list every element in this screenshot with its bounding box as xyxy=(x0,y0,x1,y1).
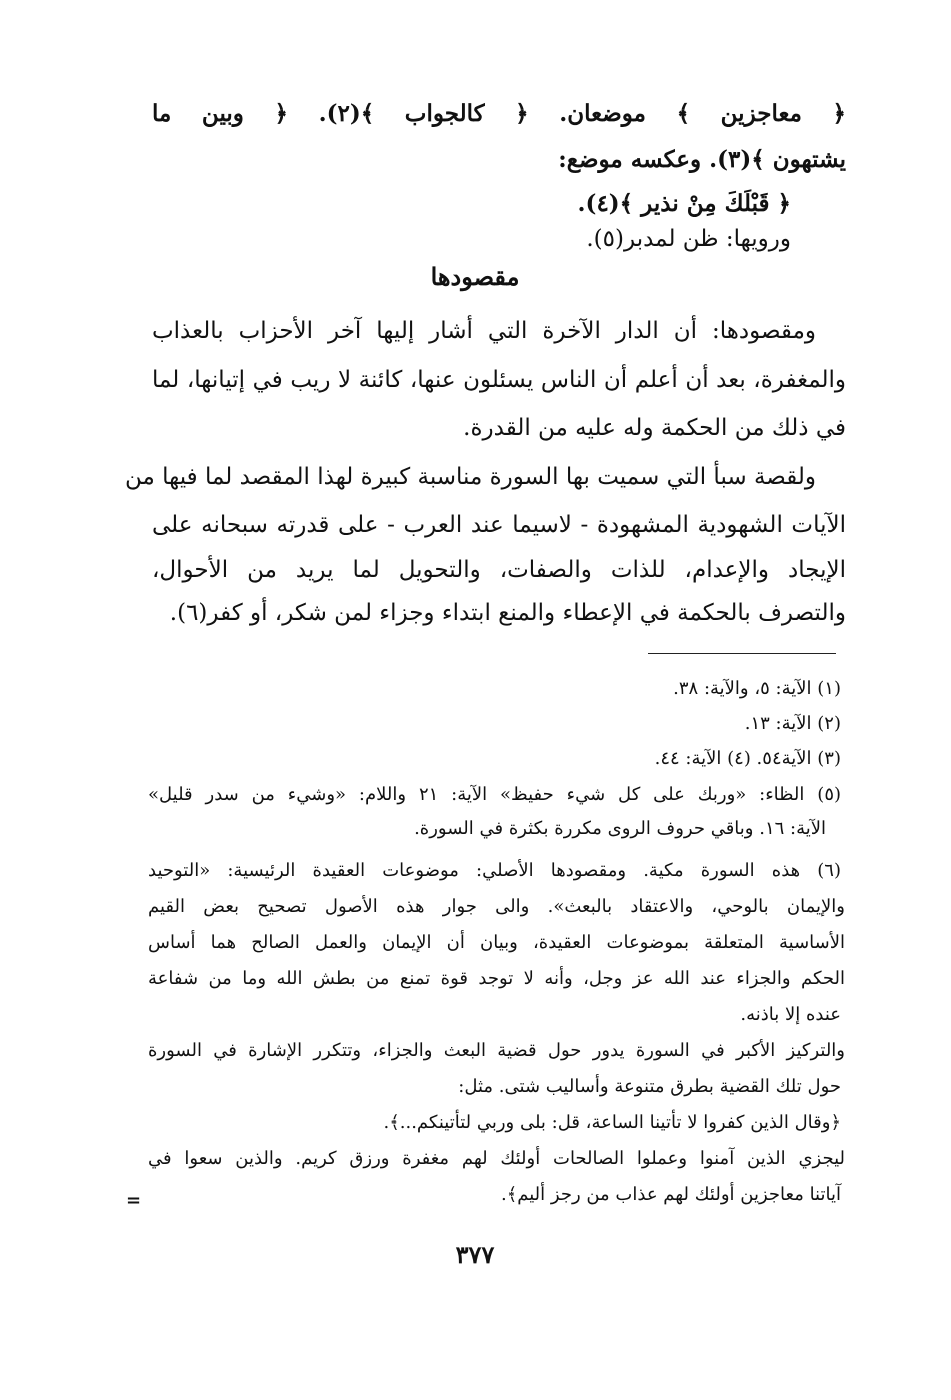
para2-line-2: الآيات الشهودية المشهودة - لاسيما عند العرب - على قدرته سبحانه على xyxy=(152,512,846,538)
footnote-2: (٢) الآية: ١٣. xyxy=(744,713,841,734)
footnote-5-line-1: (٥) الظاء: «وربك على كل شيء حفيظ» الآية: ٢١ واللام: «وشيء من سدر قليل» xyxy=(148,784,842,805)
footnote-6-line-10: آياتنا معاجزين أولئك لهم عذاب من رجز أليم﴾. xyxy=(501,1184,841,1205)
footnote-6-line-1: (٦) هذه السورة مكية. ومقصودها الأصلي: موضوعات العقيدة الرئيسية: «التوحيد xyxy=(148,860,841,881)
verse-line-2: يشتهون ﴾(٣). وعكسه موضع: xyxy=(558,146,846,173)
footnote-6-line-4: الحكم والجزاء عند الله عز وجل، وأنه لا توجد قوة تمنع من بطش الله وما من شفاعة xyxy=(148,968,845,989)
footnote-1: (١) الآية: ٥، والآية: ٣٨. xyxy=(673,678,841,699)
footnote-5-line-2: الآية: ١٦. وباقي حروف الروى مكررة بكثرة في السورة. xyxy=(414,818,826,839)
footnote-6-line-9: ليجزي الذين آمنوا وعملوا الصالحات أولئك لهم مغفرة ورزق كريم. والذين سعوا في xyxy=(148,1148,845,1169)
footnote-6-line-5: عنده إلا باذنه. xyxy=(740,1004,841,1025)
footnote-6-line-6: والتركيز الأكبر في السورة يدور حول قضية البعث والجزاء، وتتكرر الإشارة في السورة xyxy=(148,1040,845,1061)
footnote-6-line-7: حول تلك القضية بطرق متنوعة وأساليب شتى. مثل: xyxy=(458,1076,841,1097)
verse-line-4: ورويها: ظن لمدبر(٥). xyxy=(586,226,791,252)
para2-line-1: ولقصة سبأ التي سميت بها السورة مناسبة كبيرة لهذا المقصد لما فيها من xyxy=(124,464,816,490)
footnote-separator xyxy=(648,653,836,654)
section-heading: مقصودها xyxy=(430,262,520,291)
para2-line-4: والتصرف بالحكمة في الإعطاء والمنع ابتداء وجزاء لمن شكر، أو كفر(٦). xyxy=(169,600,846,626)
footnote-6-line-2: والإيمان بالوحي، والاعتقاد بالبعث». والى جوار هذه الأصول تصحيح بعض القيم xyxy=(148,896,845,917)
para2-line-3: الإيجاد والإعدام، للذات والصفات، والتحويل لما يريد من الأحوال، xyxy=(152,557,846,583)
para1-line-1: ومقصودها: أن الدار الآخرة التي أشار إليها آخر الأحزاب بالعذاب xyxy=(152,318,816,344)
para1-line-2: والمغفرة، بعد أن أعلم أن الناس يسئلون عنها، كائنة لا ريب في إتيانها، لما xyxy=(152,367,846,393)
page-number: ٣٧٧ xyxy=(455,1240,495,1269)
continuation-mark: = xyxy=(126,1190,142,1211)
footnote-6-line-8: ﴿وقال الذين كفروا لا تأتينا الساعة، قل: بلى وربي لتأتينكم...﴾. xyxy=(383,1112,841,1133)
verse-line-1: ﴿ معاجزين ﴾ موضعان. ﴿ كالجواب ﴾(٢). ﴿ وبين ما xyxy=(152,100,846,127)
footnote-6-line-3: الأساسية المتعلقة بموضوعات العقيدة، وبيان أن الإيمان والعمل الصالح هما أساس xyxy=(148,932,845,953)
para1-line-3: في ذلك من الحكمة وله عليه من القدرة. xyxy=(463,415,846,441)
verse-line-3: ﴿ قَبْلَكَ مِنْ نذير ﴾(٤). xyxy=(577,190,791,217)
footnote-3-4: (٣) الآية٥٤. (٤) الآية: ٤٤. xyxy=(654,748,841,769)
